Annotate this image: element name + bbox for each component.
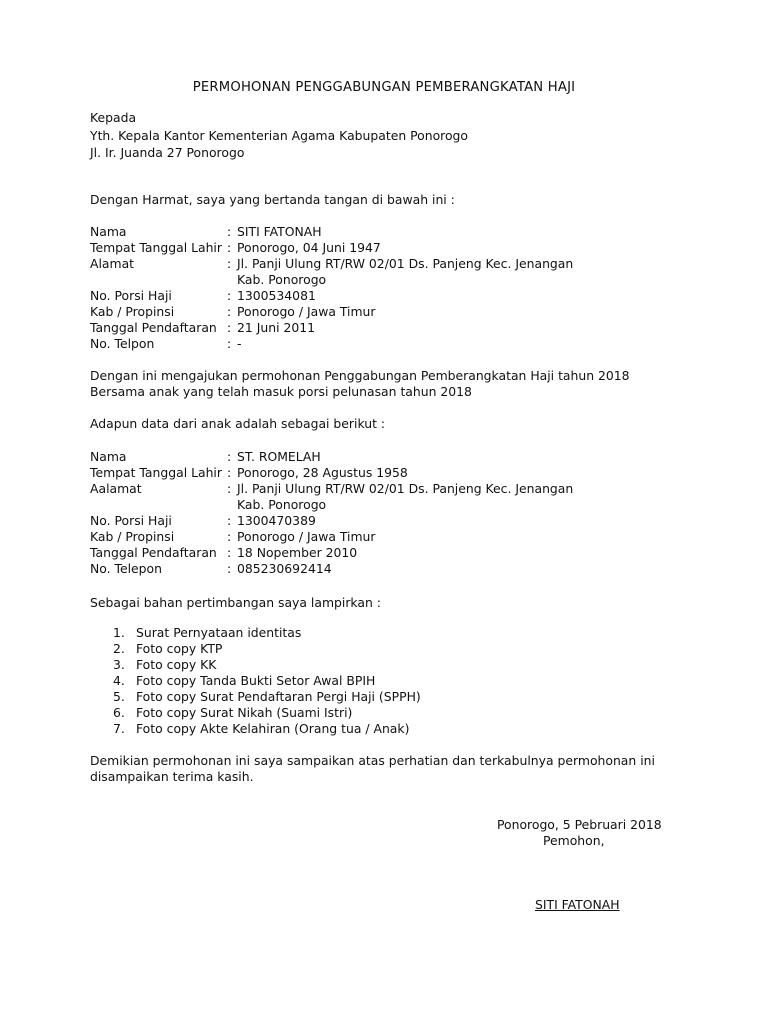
field-label: Kab / Propinsi: [90, 304, 175, 319]
field-colon: :: [227, 240, 232, 255]
field-colon: :: [227, 336, 232, 351]
field-colon: :: [227, 465, 232, 480]
field-label: No. Porsi Haji: [90, 288, 172, 303]
recipient-line-3: Jl. Ir. Juanda 27 Ponorogo: [90, 145, 245, 160]
field-colon: :: [227, 224, 232, 239]
list-text: Foto copy Tanda Bukti Setor Awal BPIH: [136, 673, 376, 688]
list-number: 4.: [113, 673, 125, 688]
letter-title: PERMOHONAN PENGGABUNGAN PEMBERANGKATAN HAJI: [192, 80, 576, 95]
list-number: 2.: [113, 641, 125, 656]
field-colon: :: [227, 256, 232, 271]
field-value: 21 Juni 2011: [237, 320, 315, 335]
recipient-line-2: Yth. Kepala Kantor Kementerian Agama Kabupaten Ponorogo: [90, 128, 469, 143]
signature-role: Pemohon,: [543, 833, 605, 848]
list-text: Foto copy Akte Kelahiran (Orang tua / Anak): [136, 721, 410, 736]
field-value: 1300470389: [237, 513, 316, 528]
list-text: Foto copy Surat Nikah (Suami Istri): [136, 705, 353, 720]
list-number: 7.: [113, 721, 125, 736]
field-value: 1300534081: [237, 288, 316, 303]
list-text: Foto copy KTP: [136, 641, 223, 656]
field-label: No. Porsi Haji: [90, 513, 172, 528]
greeting: Dengan Harmat, saya yang bertanda tangan di bawah ini :: [90, 192, 455, 207]
request-line-2: Bersama anak yang telah masuk porsi pelunasan tahun 2018: [90, 384, 472, 399]
list-text: Foto copy KK: [136, 657, 217, 672]
field-colon: :: [227, 561, 232, 576]
field-label: No. Telepon: [90, 561, 162, 576]
field-label: Tempat Tanggal Lahir: [90, 465, 222, 480]
closing-line-2: disampaikan terima kasih.: [90, 769, 254, 784]
field-label: Aalamat: [90, 481, 142, 496]
field-value: SITI FATONAH: [237, 224, 322, 239]
field-value: ST. ROMELAH: [237, 449, 321, 464]
signature-place-date: Ponorogo, 5 Pebruari 2018: [497, 817, 662, 832]
field-value: Kab. Ponorogo: [237, 497, 327, 512]
field-value: Jl. Panji Ulung RT/RW 02/01 Ds. Panjeng Kec. Jenangan: [237, 481, 574, 496]
field-value: 18 Nopember 2010: [237, 545, 358, 560]
signature-name: SITI FATONAH: [535, 897, 620, 912]
field-value: Ponorogo / Jawa Timur: [237, 529, 376, 544]
field-label: Nama: [90, 449, 127, 464]
field-colon: :: [227, 320, 232, 335]
field-colon: :: [227, 529, 232, 544]
field-value: Kab. Ponorogo: [237, 272, 327, 287]
field-label: Kab / Propinsi: [90, 529, 175, 544]
field-colon: :: [227, 481, 232, 496]
list-number: 6.: [113, 705, 125, 720]
attachments-intro: Sebagai bahan pertimbangan saya lampirkan :: [90, 595, 381, 610]
field-colon: :: [227, 304, 232, 319]
recipient-line-1: Kepada: [90, 110, 137, 125]
field-colon: :: [227, 288, 232, 303]
field-value: Jl. Panji Ulung RT/RW 02/01 Ds. Panjeng Kec. Jenangan: [237, 256, 574, 271]
list-number: 3.: [113, 657, 125, 672]
field-label: Alamat: [90, 256, 135, 271]
child-intro: Adapun data dari anak adalah sebagai berikut :: [90, 416, 386, 431]
field-value: Ponorogo, 28 Agustus 1958: [237, 465, 408, 480]
field-colon: :: [227, 449, 232, 464]
request-line-1: Dengan ini mengajukan permohonan Penggabungan Pemberangkatan Haji tahun 2018: [90, 368, 630, 383]
list-text: Foto copy Surat Pendaftaran Pergi Haji (SPPH): [136, 689, 421, 704]
list-number: 1.: [113, 625, 125, 640]
list-text: Surat Pernyataan identitas: [136, 625, 302, 640]
field-label: Tanggal Pendaftaran: [90, 545, 217, 560]
closing-line-1: Demikian permohonan ini saya sampaikan atas perhatian dan terkabulnya permohonan ini: [90, 753, 655, 768]
field-label: Tempat Tanggal Lahir: [90, 240, 222, 255]
field-label: No. Telpon: [90, 336, 155, 351]
field-value: Ponorogo / Jawa Timur: [237, 304, 376, 319]
field-value: Ponorogo, 04 Juni 1947: [237, 240, 381, 255]
field-colon: :: [227, 513, 232, 528]
field-value: -: [237, 336, 242, 351]
list-number: 5.: [113, 689, 125, 704]
field-colon: :: [227, 545, 232, 560]
field-value: 085230692414: [237, 561, 332, 576]
field-label: Tanggal Pendaftaran: [90, 320, 217, 335]
field-label: Nama: [90, 224, 127, 239]
